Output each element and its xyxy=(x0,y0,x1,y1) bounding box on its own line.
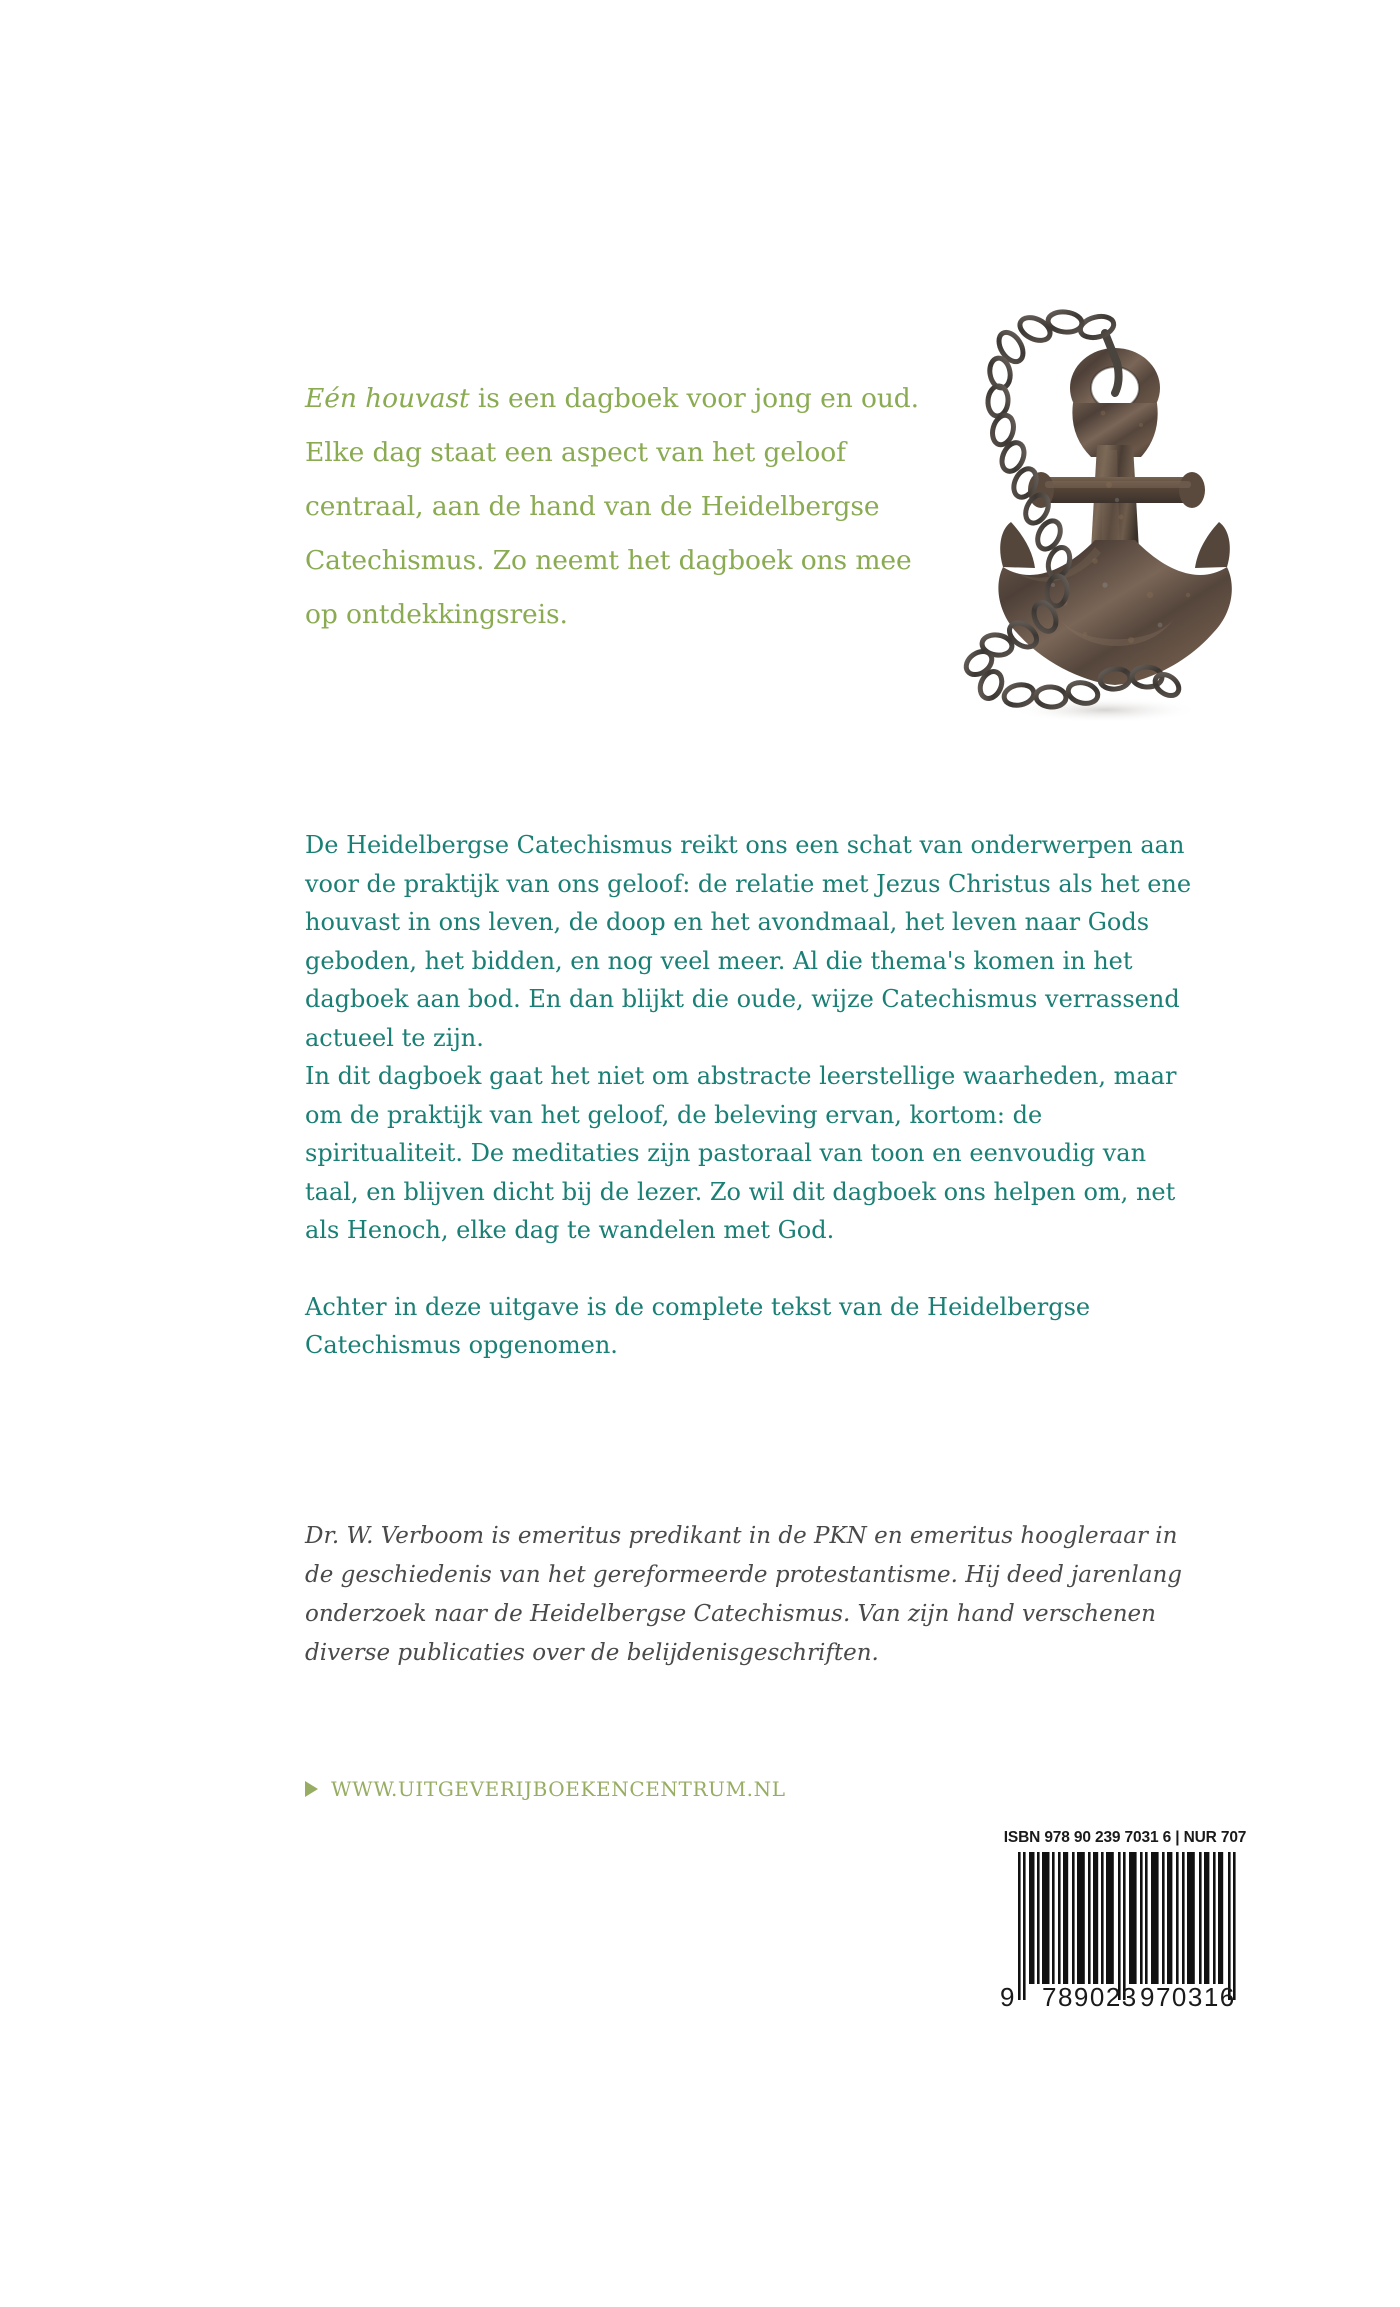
publisher-url-text[interactable]: WWW.UITGEVERIJBOEKENCENTRUM.NL xyxy=(331,1777,786,1801)
barcode-digit-group-1: 789023 xyxy=(1042,1982,1138,2012)
barcode-digits xyxy=(1000,1982,1250,2022)
barcode-digit-first: 9 xyxy=(1000,1982,1016,2012)
description-paragraph-2: In dit dagboek gaat het niet om abstracte leerstellige waarheden, maar om de praktijk van het geloof, de beleving ervan, kortom: de spiritualiteit. De meditaties zijn pastoraal van toon en eenvoudig van taal, en blijven dicht bij de lezer. Zo wil dit dagboek ons helpen om, net als Henoch, elke dag te wandelen met God. xyxy=(305,1062,1177,1244)
description-paragraph-3: Achter in deze uitgave is de complete tekst van de Heidelbergse Catechismus opgenomen. xyxy=(305,1292,1091,1359)
description-paragraph-1: De Heidelbergse Catechismus reikt ons een schat van onderwerpen aan voor de praktijk van ons geloof: de relatie met Jezus Christus als het ene houvast in ons leven, de doop en het avondmaal, het leven naar Gods geboden, het bidden, en nog veel meer. Al die thema's komen in het dagboek aan bod. En dan blijkt die oude, wijze Catechismus verrassend actueel te zijn. xyxy=(305,831,1192,1052)
book-title-italic: Eén houvast xyxy=(305,383,470,414)
ean13-barcode xyxy=(1000,1852,1250,2022)
description-body xyxy=(305,826,1205,1365)
intro-blurb-rest: is een dagboek voor jong en oud. Elke dag staat een aspect van het geloof centraal, aan de hand van de Heidelbergse Catechismus. Zo neemt het dagboek ons mee op ontdekkingsreis. xyxy=(305,383,919,630)
publisher-url-line[interactable] xyxy=(305,1777,786,1801)
intro-blurb xyxy=(305,372,945,642)
barcode-digit-group-2: 970316 xyxy=(1140,1982,1236,2012)
isbn-nur-text: ISBN 978 90 239 7031 6 | NUR 707 xyxy=(1003,1829,1247,1846)
author-bio: Dr. W. Verboom is emeritus predikant in de PKN en emeritus hoogleraar in de geschiedenis van het gereformeerde protestantisme. Hij deed jarenlang onderzoek naar de Heidelbergse Catechismus. Van zijn hand verschenen diverse publicaties over de belijdenisgeschriften. xyxy=(305,1523,1182,1666)
anchor-with-chain-image xyxy=(945,285,1245,725)
triangle-right-icon xyxy=(305,1781,318,1797)
paragraph-spacer xyxy=(305,1250,1205,1288)
barcode-block xyxy=(1000,1829,1250,2022)
